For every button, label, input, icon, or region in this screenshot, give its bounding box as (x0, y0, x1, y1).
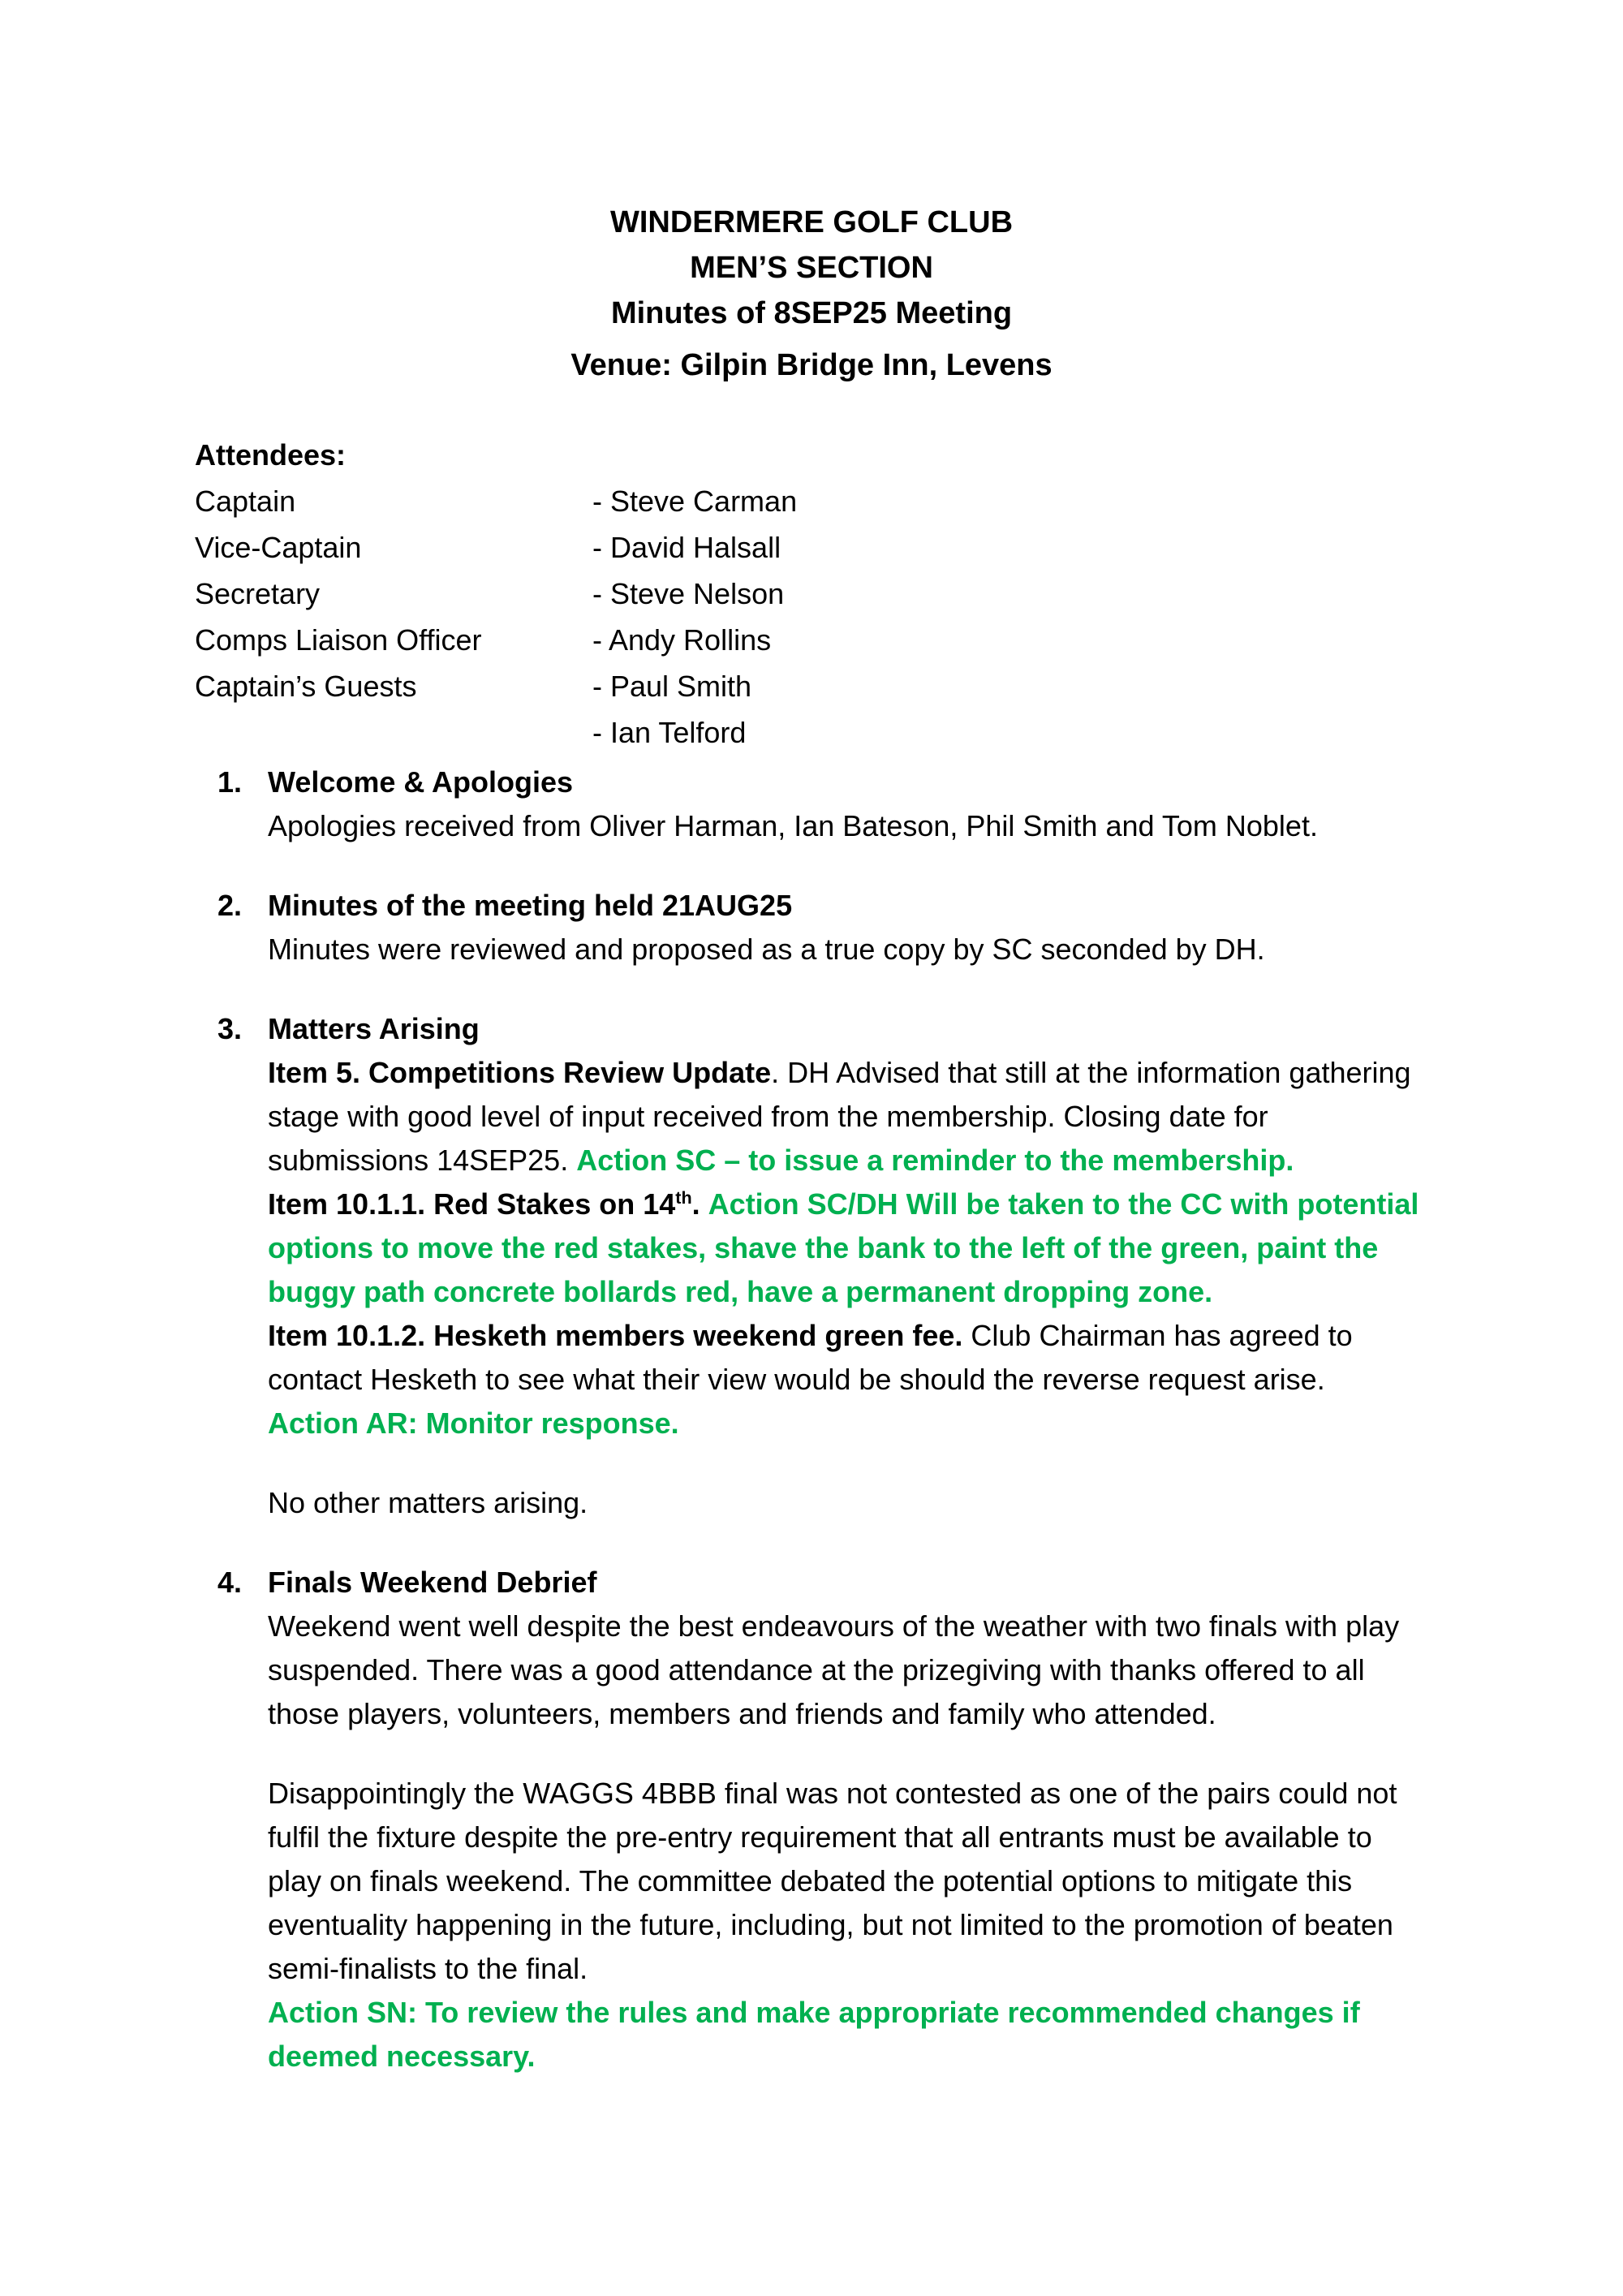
section-number: 1. (217, 765, 243, 799)
attendee-name: - David Halsall (592, 531, 781, 564)
attendee-row (195, 617, 1428, 663)
attendee-role: Secretary (195, 577, 321, 610)
action-text-run: Action SC – to issue a reminder to the membership. (576, 1144, 1294, 1177)
attendee-name: - Steve Nelson (592, 577, 785, 610)
paragraph (268, 928, 1428, 971)
title-line-section: MEN’S SECTION (690, 251, 933, 285)
paragraph (268, 1605, 1428, 1736)
section-heading: Matters Arising (268, 1012, 480, 1045)
paragraph (268, 1182, 1428, 1314)
section-body (268, 804, 1428, 848)
attendee-row (195, 478, 1428, 524)
paragraph (268, 1772, 1428, 1991)
paragraph (268, 1991, 1428, 2078)
title-line-minutes: Minutes of 8SEP25 Meeting (610, 296, 1013, 330)
attendee-row (195, 524, 1428, 571)
paragraph-spacer (268, 1445, 1428, 1481)
attendee-name: - Ian Telford (592, 716, 747, 749)
action-text-run: Action AR: Monitor response. (268, 1406, 679, 1440)
text-run: Disappointingly the WAGGS 4BBB final was not contested as one of the pairs could not fulfil the fixture despite the pre-entry requirement that all entrants must be available to play on finals weekend. The committee debated the potential options to mitigate this eventuality happening in the future, including, but not limited to the promotion of beaten semi-finalists to the final. (268, 1777, 1397, 1985)
text-run: Item 5. Competitions Review Update (268, 1056, 772, 1089)
attendee-row (195, 663, 1428, 709)
attendee-name: - Steve Carman (592, 485, 798, 518)
minutes-section (195, 760, 1428, 848)
text-run: . (691, 1187, 700, 1221)
section-number: 2. (217, 889, 243, 922)
attendees-heading: Attendees: (195, 438, 347, 472)
minutes-sections (195, 760, 1428, 2078)
minutes-section (195, 1007, 1428, 1525)
paragraph (268, 1481, 1428, 1525)
section-body (268, 1605, 1428, 2078)
text-run: Item 10.1.1. Red Stakes on 14 (268, 1187, 676, 1221)
section-number: 3. (217, 1012, 243, 1045)
attendee-name: - Andy Rollins (592, 623, 772, 657)
action-text-run: Action SN: To review the rules and make appropriate recommended changes if deemed necessary. (268, 1996, 1360, 2073)
attendee-role: Captain (195, 485, 296, 518)
attendee-row (195, 709, 1428, 756)
action-text-run: Action SC/DH Will be taken to the CC with potential options to move the red stakes, shave the bank to the left of the green, paint the buggy path concrete bollards red, have a permanent dropping zone. (268, 1187, 1419, 1308)
section-body (268, 928, 1428, 971)
text-run: Apologies received from Oliver Harman, Ian Bateson, Phil Smith and Tom Noblet. (268, 809, 1318, 842)
attendee-role: Vice-Captain (195, 531, 362, 564)
attendee-row (195, 571, 1428, 617)
section-number: 4. (217, 1566, 243, 1599)
paragraph (268, 804, 1428, 848)
attendee-role: Comps Liaison Officer (195, 623, 482, 657)
section-heading: Minutes of the meeting held 21AUG25 (268, 889, 793, 922)
paragraph (268, 1314, 1428, 1402)
text-run: . DH Advised that still at the information gathering stage with good level of input received from the membership. Closing date for submissions 14SEP25. (268, 1056, 1411, 1177)
attendee-name: - Paul Smith (592, 670, 752, 703)
section-heading-row (195, 1007, 1428, 1051)
section-heading-row (195, 884, 1428, 928)
text-run: No other matters arising. (268, 1486, 588, 1519)
text-run: Minutes were reviewed and proposed as a true copy by SC seconded by DH. (268, 933, 1265, 966)
section-body (268, 1051, 1428, 1525)
title-line-club: WINDERMERE GOLF CLUB (609, 205, 1014, 239)
minutes-section (195, 884, 1428, 971)
paragraph (268, 1051, 1428, 1182)
attendee-role (195, 709, 592, 756)
text-run: th (675, 1187, 692, 1208)
section-heading: Welcome & Apologies (268, 765, 574, 799)
attendees-section (195, 432, 1428, 756)
attendee-role: Captain’s Guests (195, 670, 417, 703)
title-line-venue: Venue: Gilpin Bridge Inn, Levens (570, 348, 1053, 382)
text-run: Weekend went well despite the best endeavours of the weather with two finals with play suspended. There was a good attendance at the prizegiving with thanks offered to all those players, volunteers, members and friends and family who attended. (268, 1609, 1400, 1730)
text-run: Item 10.1.2. Hesketh members weekend green fee. (268, 1319, 963, 1352)
document-title (195, 200, 1428, 388)
section-heading: Finals Weekend Debrief (268, 1566, 597, 1599)
section-heading-row (195, 760, 1428, 804)
section-heading-row (195, 1561, 1428, 1605)
text-run (700, 1187, 708, 1221)
minutes-section (195, 1561, 1428, 2078)
paragraph (268, 1402, 1428, 1445)
text-run: Club Chairman has agreed to contact Hesketh to see what their view would be should the reverse request arise. (268, 1319, 1353, 1396)
paragraph-spacer (268, 1736, 1428, 1772)
attendees-list (195, 478, 1428, 756)
